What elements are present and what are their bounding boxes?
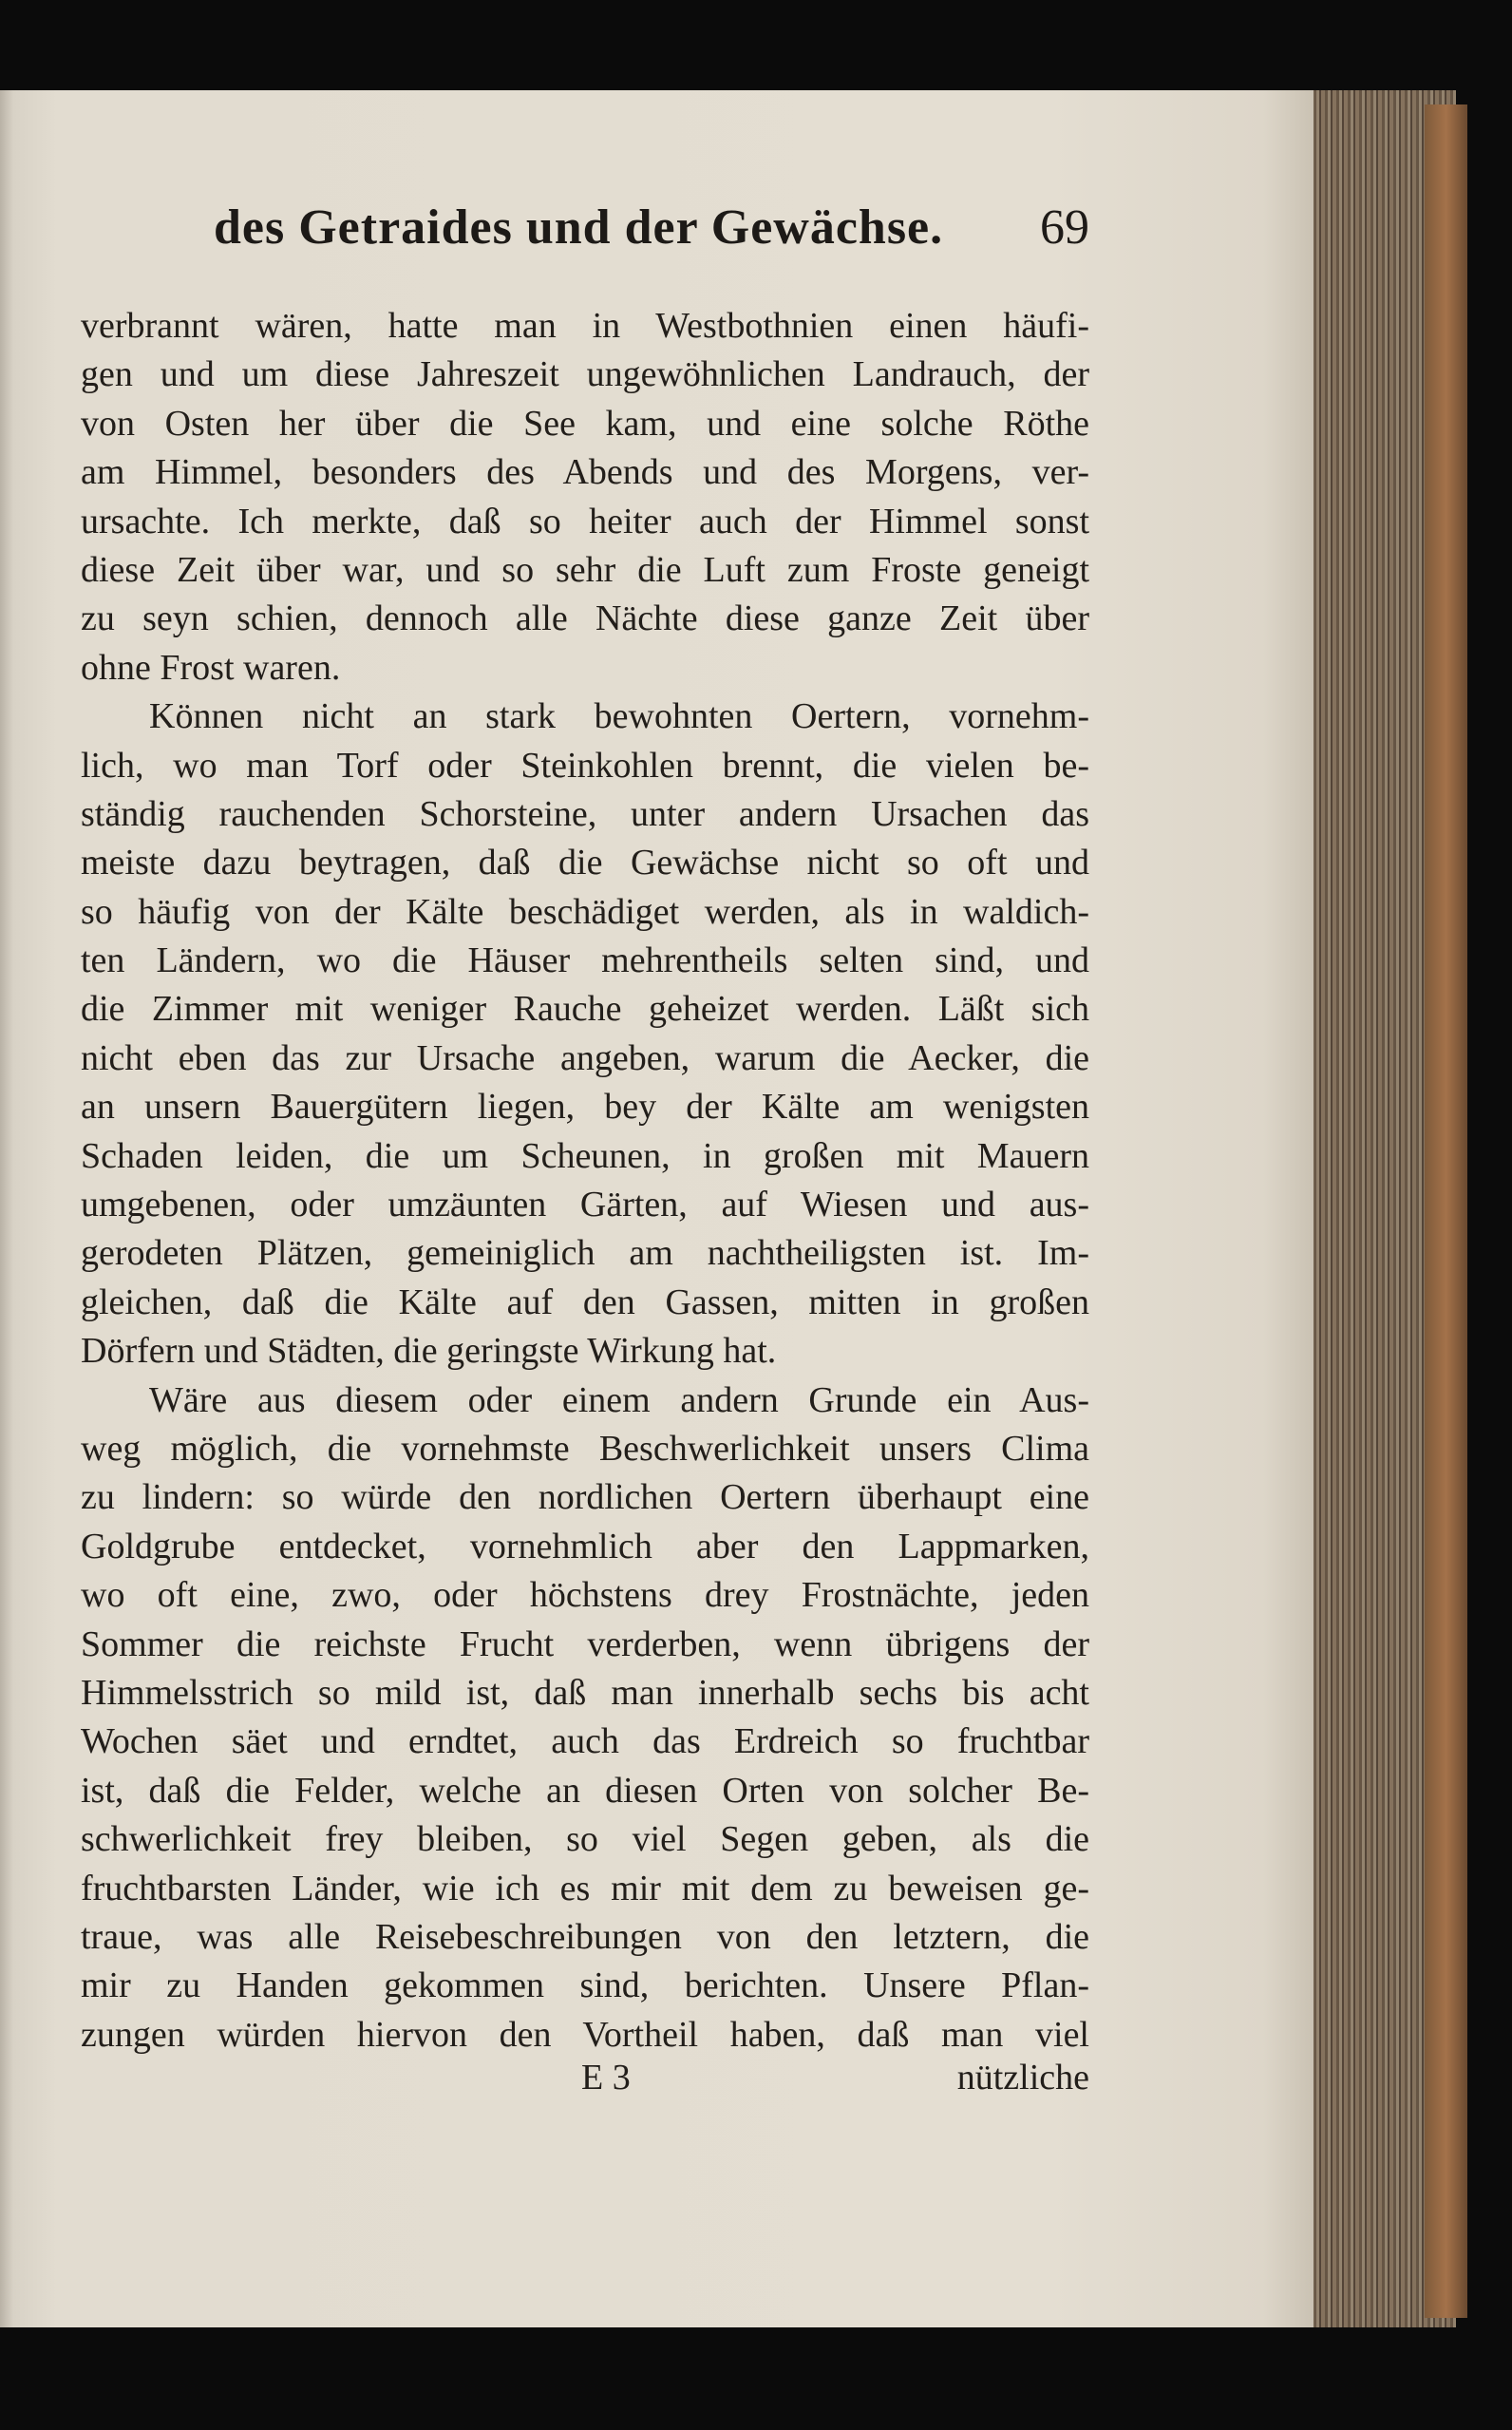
text-line: meiste dazu beytragen, daß die Gewächse nicht so oft und (81, 843, 1089, 883)
text-line: zu seyn schien, dennoch alle Nächte diese ganze Zeit über (81, 598, 1089, 639)
text-line: zungen würden hiervon den Vortheil haben, daß man viel (81, 2014, 1089, 2055)
text-line: ohne Frost waren. (81, 647, 341, 688)
page-number: 69 (1040, 200, 1089, 255)
text-line: gleichen, daß die Kälte auf den Gassen, mitten in großen (81, 1281, 1089, 1322)
text-line: Himmelsstrich so mild ist, daß man innerhalb sechs bis acht (81, 1672, 1089, 1713)
text-line: so häufig von der Kälte beschädiget werden, als in waldich- (81, 891, 1089, 932)
text-line: schwerlichkeit frey bleiben, so viel Segen geben, als die (81, 1819, 1089, 1860)
text-line: Goldgrube entdecket, vornehmlich aber den Lappmarken, (81, 1526, 1089, 1566)
text-line: Wochen säet und erndtet, auch das Erdreich so fruchtbar (81, 1721, 1089, 1762)
text-line: gerodeten Plätzen, gemeiniglich am nachtheiligsten ist. Im- (81, 1233, 1089, 1274)
text-line: Sommer die reichste Frucht verderben, wenn übrigens der (81, 1623, 1089, 1664)
text-line: ursachte. Ich merkte, daß so heiter auch der Himmel sonst (81, 501, 1089, 541)
text-line: am Himmel, besonders des Abends und des Morgens, ver- (81, 452, 1089, 493)
text-line: wo oft eine, zwo, oder höchstens drey Frostnächte, jeden (81, 1575, 1089, 1616)
text-line: weg möglich, die vornehmste Beschwerlichkeit unsers Clima (81, 1428, 1089, 1469)
page-footer (81, 2057, 1089, 2114)
text-line: die Zimmer mit weniger Rauche geheizet werden. Läßt sich (81, 989, 1089, 1030)
text-line: nicht eben das zur Ursache angeben, warum die Aecker, die (81, 1037, 1089, 1078)
book-cover-edge (1425, 104, 1467, 2318)
text-line: lich, wo man Torf oder Steinkohlen brennt, die vielen be- (81, 745, 1089, 786)
running-title: des Getraides und der Gewächse. (214, 200, 944, 255)
text-line: Wäre aus diesem oder einem andern Grunde ein Aus- (149, 1379, 1089, 1420)
catchword: nützliche (956, 2058, 1089, 2098)
text-line: Schaden leiden, die um Scheunen, in großen mit Mauern (81, 1135, 1089, 1176)
text-line: fruchtbarsten Länder, wie ich es mir mit dem zu beweisen ge- (81, 1868, 1089, 1908)
text-line: gen und um diese Jahreszeit ungewöhnlichen Landrauch, der (81, 354, 1089, 395)
text-line: zu lindern: so würde den nordlichen Oertern überhaupt eine (81, 1477, 1089, 1518)
text-line: Können nicht an stark bewohnten Oertern, vornehm- (149, 696, 1089, 737)
text-line: diese Zeit über war, und so sehr die Luft zum Froste geneigt (81, 549, 1089, 590)
text-line: ten Ländern, wo die Häuser mehrentheils selten sind, und (81, 940, 1089, 981)
signature-mark: E 3 (581, 2058, 631, 2098)
text-line: umgebenen, oder umzäunten Gärten, auf Wiesen und aus- (81, 1185, 1089, 1225)
text-line: Dörfern und Städten, die geringste Wirkung hat. (81, 1331, 777, 1372)
text-line: an unsern Bauergütern liegen, bey der Kälte am wenigsten (81, 1087, 1089, 1128)
text-line: ständig rauchenden Schorsteine, unter andern Ursachen das (81, 793, 1089, 834)
text-line: von Osten her über die See kam, und eine solche Röthe (81, 403, 1089, 444)
text-line: traue, was alle Reisebeschreibungen von den letztern, die (81, 1916, 1089, 1957)
text-line: mir zu Handen gekommen sind, berichten. Unsere Pflan- (81, 1965, 1089, 2006)
page-header (214, 199, 1089, 266)
body-text (81, 302, 1089, 2060)
text-line: ist, daß die Felder, welche an diesen Orten von solcher Be- (81, 1770, 1089, 1811)
text-line: verbrannt wären, hatte man in Westbothnien einen häufi- (81, 306, 1089, 346)
